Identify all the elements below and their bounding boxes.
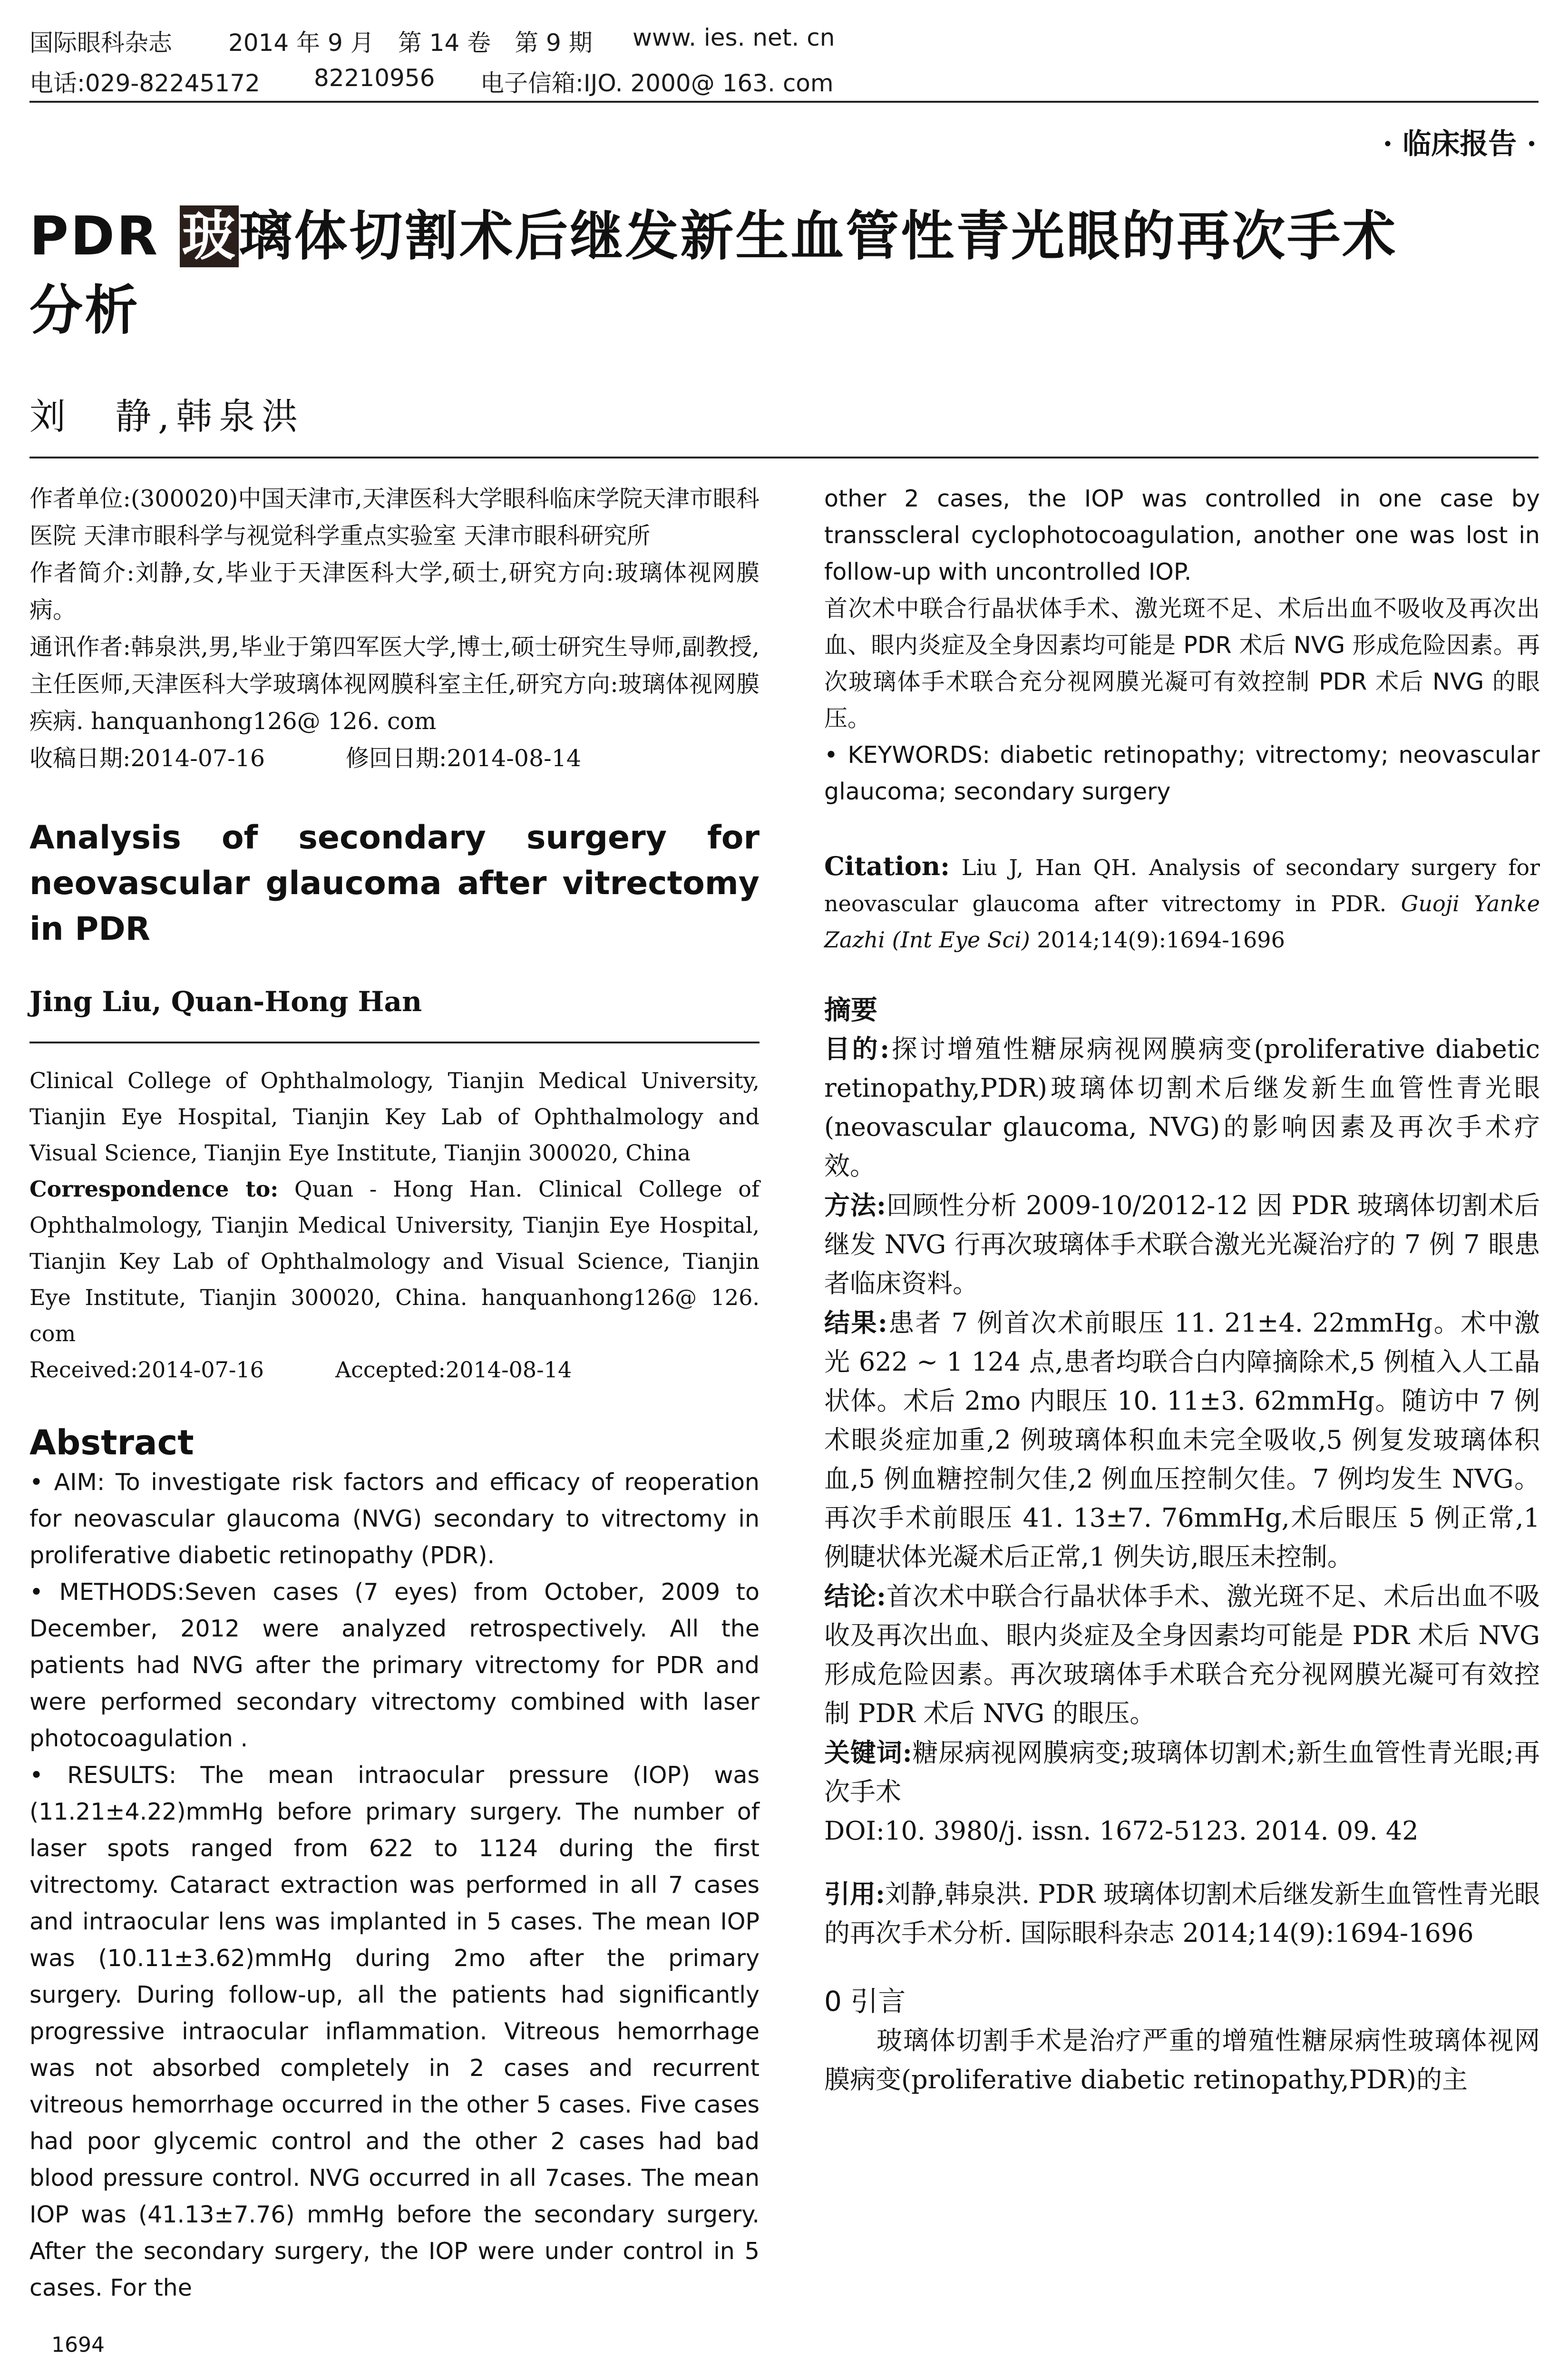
objective-label: 目的:: [824, 1033, 890, 1064]
methods-text: 回顾性分析 2009-10/2012-12 因 PDR 玻璃体切割术后继发 NVG 行再次玻璃体手术联合激光光凝治疗的 7 例 7 眼患者临床资料。: [824, 1190, 1540, 1298]
abstract-cn-heading: 摘要: [824, 994, 877, 1026]
article-title-line-2: 分析: [29, 280, 140, 341]
website: www. ies. net. cn: [633, 24, 835, 51]
phone-2: 82210956: [314, 64, 435, 92]
methods-label: 方法:: [824, 1190, 886, 1220]
cite-cn: [824, 1874, 1540, 1953]
dates-en: [29, 1352, 760, 1388]
section-label: · 临床报告 ·: [1383, 127, 1537, 161]
title-rule: [29, 457, 1539, 458]
authors-en: Jing Liu, Quan-Hong Han: [29, 985, 422, 1018]
citation-label: Citation:: [824, 851, 950, 881]
conclusion-text: 首次术中联合行晶状体手术、激光斑不足、术后出血不吸收及再次出血、眼内炎症及全身因素均可能是 PDR 术后 NVG 形成危险因素。再次玻璃体手术联合充分视网膜光凝可有效控制 PDR 术后 NVG 的眼压。: [824, 1581, 1540, 1728]
issue-info: 2014 年 9 月 第 14 卷 第 9 期: [228, 29, 593, 57]
results-text: 患者 7 例首次术前眼压 11. 21±4. 22mmHg。术中激光 622 ~ 1 124 点,患者均联合白内障摘除术,5 例植入人工晶状体。术后 2mo 内眼压 10. 11±3. 62mmHg。随访中 7 例术眼炎症加重,2 例玻璃体积血未完全吸收,5 例复发玻璃体积血,5 例血糖控制欠佳,2 例血压控制欠佳。7 例均发生 NVG。再次手术前眼压 41. 13±7. 76mmHg,术后眼压 5 例正常,1 例睫状体光凝术后正常,1 例失访,眼压未控制。: [824, 1308, 1540, 1572]
cite-text: 刘静,韩泉洪. PDR 玻璃体切割术后继发新生血管性青光眼的再次手术分析. 国际眼科杂志 2014;14(9):1694-1696: [824, 1879, 1540, 1948]
article-title: [29, 201, 1542, 272]
phone: 电话:029-82245172: [29, 69, 260, 97]
correspondence-label: Correspondence to:: [29, 1176, 279, 1202]
conclusion-cn: [824, 1577, 1540, 1733]
abstract-results-continued: other 2 cases, the IOP was controlled in one case by transscleral cyclophotocoagulation, another one was lost in follow-up with uncontrolled IOP.: [824, 485, 1540, 585]
intro-heading: 0 引言: [824, 1985, 906, 2017]
title-prefix: PDR: [29, 205, 160, 267]
dates-cn: [29, 740, 760, 777]
intro-text: 玻璃体切割手术是治疗严重的增殖性糖尿病性玻璃体视网膜病变(proliferative diabetic retinopathy,PDR)的主: [824, 2026, 1540, 2094]
authors-cn: 刘 静,韩泉洪: [29, 395, 305, 438]
received-date-cn: 收稿日期:2014-07-16: [29, 745, 265, 772]
citation-journal: Guoji Yanke Zazhi (Int Eye Sci): [824, 891, 1540, 953]
authors-rule: [29, 1042, 760, 1043]
keywords-cn: [824, 1733, 1540, 1812]
objective-cn: [824, 1029, 1540, 1186]
title-en: Analysis of secondary surgery for neovascular glaucoma after vitrectomy in PDR: [29, 819, 760, 948]
page-number: 1694: [51, 2333, 105, 2357]
email: 电子信箱:IJO. 2000@ 163. com: [480, 69, 834, 97]
citation-en: [824, 848, 1540, 958]
left-column: [29, 480, 760, 2306]
title-highlight: 玻: [180, 205, 239, 267]
conclusion-label: 结论:: [824, 1581, 886, 1611]
accepted-en: Accepted:2014-08-14: [335, 1357, 572, 1383]
right-column: [824, 480, 1540, 2099]
journal-name: 国际眼科杂志: [29, 29, 172, 57]
results-cn: [824, 1303, 1540, 1577]
header-rule: [29, 101, 1539, 103]
corresponding-author-cn: 通讯作者:韩泉洪,男,毕业于第四军医大学,博士,硕士研究生导师,副教授,主任医师,天津医科大学玻璃体视网膜科室主任,研究方向:玻璃体视网膜疾病. hanquanhong126@ 126. com: [29, 633, 760, 735]
title-rest: 璃体切割术后继发新生血管性青光眼的再次手术: [239, 205, 1398, 267]
methods-cn: [824, 1186, 1540, 1303]
citation-tail: 2014;14(9):1694-1696: [1037, 927, 1285, 953]
cite-label: 引用:: [824, 1879, 885, 1909]
abstract-methods: • METHODS:Seven cases (7 eyes) from October, 2009 to December, 2012 were analyzed retrospectively. All the patients had NVG after the primary vitrectomy for PDR and were performed secondary vitrectomy combined with laser photocoagulation .: [29, 1578, 760, 1752]
abstract-aim: • AIM: To investigate risk factors and efficacy of reoperation for neovascular glaucoma (NVG) secondary to vitrectomy in proliferative diabetic retinopathy (PDR).: [29, 1469, 760, 1569]
abstract-keywords: • KEYWORDS: diabetic retinopathy; vitrectomy; neovascular glaucoma; secondary surgery: [824, 741, 1540, 805]
abstract-results: • RESULTS: The mean intraocular pressure (IOP) was (11.21±4.22)mmHg before primary surgery. The number of laser spots ranged from 622 to 1124 during the first vitrectomy. Cataract extraction was performed in all 7 cases and intraocular lens was implanted in 5 cases. The mean IOP was (10.11±3.62)mmHg during 2mo after the primary surgery. During follow-up, all the patients had significantly progressive intraocular inflammation. Vitreous hemorrhage was not absorbed completely in 2 cases and recurrent vitreous hemorrhage occurred in the other 5 cases. Five cases had poor glycemic control and the other 2 cases had bad blood pressure control. NVG occurred in all 7cases. The mean IOP was (41.13±7.76) mmHg before the secondary surgery. After the secondary surgery, the IOP were under control in 5 cases. For the: [29, 1762, 760, 2301]
keywords-label: 关键词:: [824, 1737, 912, 1768]
correspondence-en: [29, 1171, 760, 1352]
keywords-text: 糖尿病视网膜病变;玻璃体切割术;新生血管性青光眼;再次手术: [824, 1738, 1540, 1807]
affiliation-cn: 作者单位:(300020)中国天津市,天津医科大学眼科临床学院天津市眼科医院 天津市眼科学与视觉科学重点实验室 天津市眼科研究所: [29, 485, 760, 549]
objective-text: 探讨增殖性糖尿病视网膜病变(proliferative diabetic retinopathy,PDR)玻璃体切割术后继发新生血管性青光眼(neovascular glaucoma, NVG)的影响因素及再次手术疗效。: [824, 1034, 1540, 1181]
revised-date-cn: 修回日期:2014-08-14: [346, 745, 582, 772]
results-label: 结果:: [824, 1307, 887, 1338]
affiliation-en: Clinical College of Ophthalmology, Tianjin Medical University, Tianjin Eye Hospital, Tianjin Key Lab of Ophthalmology and Visual Science, Tianjin Eye Institute, Tianjin 300020, China: [29, 1068, 760, 1166]
citation-text: Liu J, Han QH. Analysis of secondary surgery for neovascular glaucoma after vitrectomy in PDR.: [824, 855, 1540, 916]
doi: DOI:10. 3980/j. issn. 1672-5123. 2014. 09. 42: [824, 1816, 1419, 1846]
abstract-conclusion: 首次术中联合行晶状体手术、激光斑不足、术后出血不吸收及再次出血、眼内炎症及全身因素均可能是 PDR 术后 NVG 形成危险因素。再次玻璃体手术联合充分视网膜光凝可有效控制 PDR 术后 NVG 的眼压。: [824, 595, 1540, 732]
abstract-heading: Abstract: [29, 1422, 194, 1462]
author-bio-cn: 作者简介:刘静,女,毕业于天津医科大学,硕士,研究方向:玻璃体视网膜病。: [29, 559, 760, 623]
correspondence-text: Quan - Hong Han. Clinical College of Ophthalmology, Tianjin Medical University, Tianjin Eye Hospital, Tianjin Key Lab of Ophthalmology and Visual Science, Tianjin Eye Institute, Tianjin 300020, China. hanquanhong126@ 126. com: [29, 1176, 760, 1346]
received-en: Received:2014-07-16: [29, 1357, 264, 1383]
